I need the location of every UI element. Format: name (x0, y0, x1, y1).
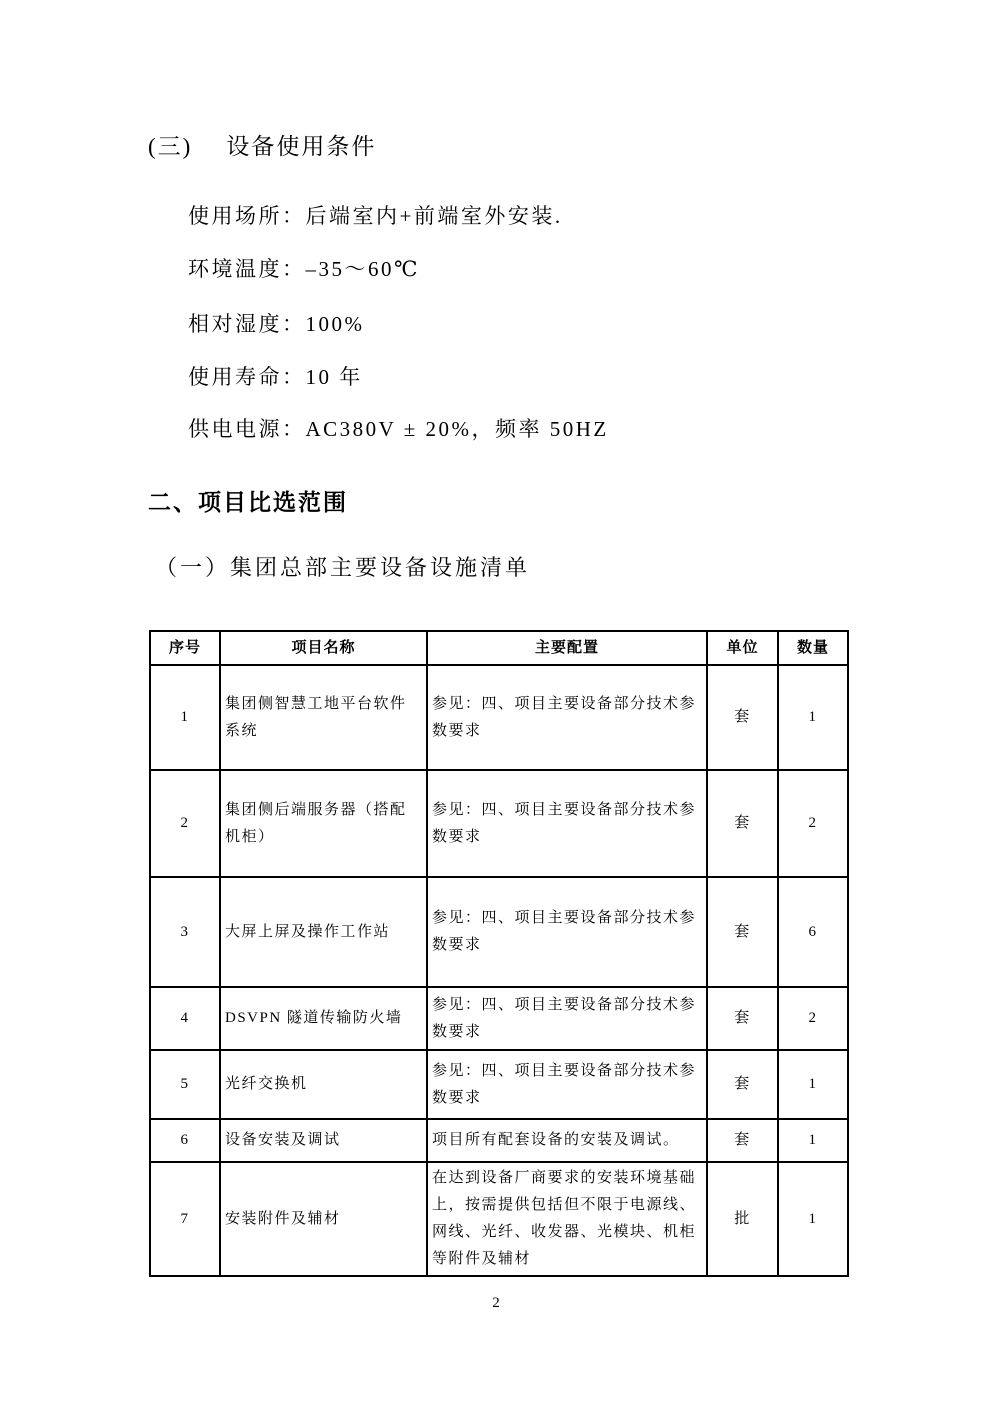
section-heading-number: (三) (148, 134, 193, 159)
table-row (150, 1162, 848, 1276)
table-row (150, 1119, 848, 1162)
cell-main-config: 参见：四、项目主要设备部分技术参数要求 (427, 665, 707, 770)
cell-unit: 套 (707, 770, 778, 877)
section-heading-equipment-conditions (148, 128, 376, 161)
cell-seq: 7 (150, 1162, 220, 1276)
equipment-list-table (149, 630, 849, 1277)
cell-quantity: 2 (778, 770, 848, 877)
cell-quantity: 1 (778, 1119, 848, 1162)
cell-item-name: 大屏上屏及操作工作站 (220, 877, 427, 987)
column-header-main-config: 主要配置 (427, 631, 707, 665)
cell-seq: 4 (150, 987, 220, 1050)
cell-quantity: 1 (778, 1050, 848, 1119)
section-heading-project-scope: 二、项目比选范围 (148, 489, 348, 515)
cell-unit: 套 (707, 877, 778, 987)
cell-unit: 套 (707, 1119, 778, 1162)
condition-power-supply: 供电电源：AC380V ± 20%，频率 50HZ (188, 417, 609, 441)
condition-usage-location: 使用场所：后端室内+前端室外安装. (188, 204, 563, 228)
cell-item-name: DSVPN 隧道传输防火墙 (220, 987, 427, 1050)
cell-quantity: 6 (778, 877, 848, 987)
cell-unit: 套 (707, 1050, 778, 1119)
cell-item-name: 设备安装及调试 (220, 1119, 427, 1162)
cell-unit: 套 (707, 665, 778, 770)
cell-seq: 6 (150, 1119, 220, 1162)
cell-seq: 3 (150, 877, 220, 987)
cell-item-name: 集团侧后端服务器（搭配机柜） (220, 770, 427, 877)
table-row (150, 1050, 848, 1119)
column-header-quantity: 数量 (778, 631, 848, 665)
cell-main-config: 参见：四、项目主要设备部分技术参数要求 (427, 987, 707, 1050)
cell-unit: 批 (707, 1162, 778, 1276)
condition-service-life: 使用寿命：10 年 (188, 365, 363, 389)
cell-quantity: 1 (778, 665, 848, 770)
condition-relative-humidity: 相对湿度：100% (188, 312, 365, 336)
cell-main-config: 在达到设备厂商要求的安装环境基础上，按需提供包括但不限于电源线、网线、光纤、收发器、光模块、机柜等附件及辅材 (427, 1162, 707, 1276)
cell-main-config: 参见：四、项目主要设备部分技术参数要求 (427, 877, 707, 987)
table-row (150, 877, 848, 987)
cell-main-config: 参见：四、项目主要设备部分技术参数要求 (427, 1050, 707, 1119)
cell-seq: 5 (150, 1050, 220, 1119)
cell-item-name: 集团侧智慧工地平台软件系统 (220, 665, 427, 770)
cell-unit: 套 (707, 987, 778, 1050)
column-header-seq: 序号 (150, 631, 220, 665)
cell-main-config: 参见：四、项目主要设备部分技术参数要求 (427, 770, 707, 877)
cell-quantity: 2 (778, 987, 848, 1050)
cell-main-config: 项目所有配套设备的安装及调试。 (427, 1119, 707, 1162)
page-number: 2 (492, 1295, 500, 1311)
cell-seq: 2 (150, 770, 220, 877)
cell-quantity: 1 (778, 1162, 848, 1276)
table-row (150, 770, 848, 877)
condition-ambient-temperature: 环境温度：–35～60℃ (188, 257, 420, 281)
column-header-unit: 单位 (707, 631, 778, 665)
cell-item-name: 安装附件及辅材 (220, 1162, 427, 1276)
table-row (150, 987, 848, 1050)
cell-item-name: 光纤交换机 (220, 1050, 427, 1119)
column-header-item-name: 项目名称 (220, 631, 427, 665)
subsection-heading-equipment-list: （一）集团总部主要设备设施清单 (155, 555, 531, 580)
table-row (150, 665, 848, 770)
table-header-row (150, 631, 848, 665)
section-heading-title: 设备使用条件 (226, 134, 377, 159)
cell-seq: 1 (150, 665, 220, 770)
